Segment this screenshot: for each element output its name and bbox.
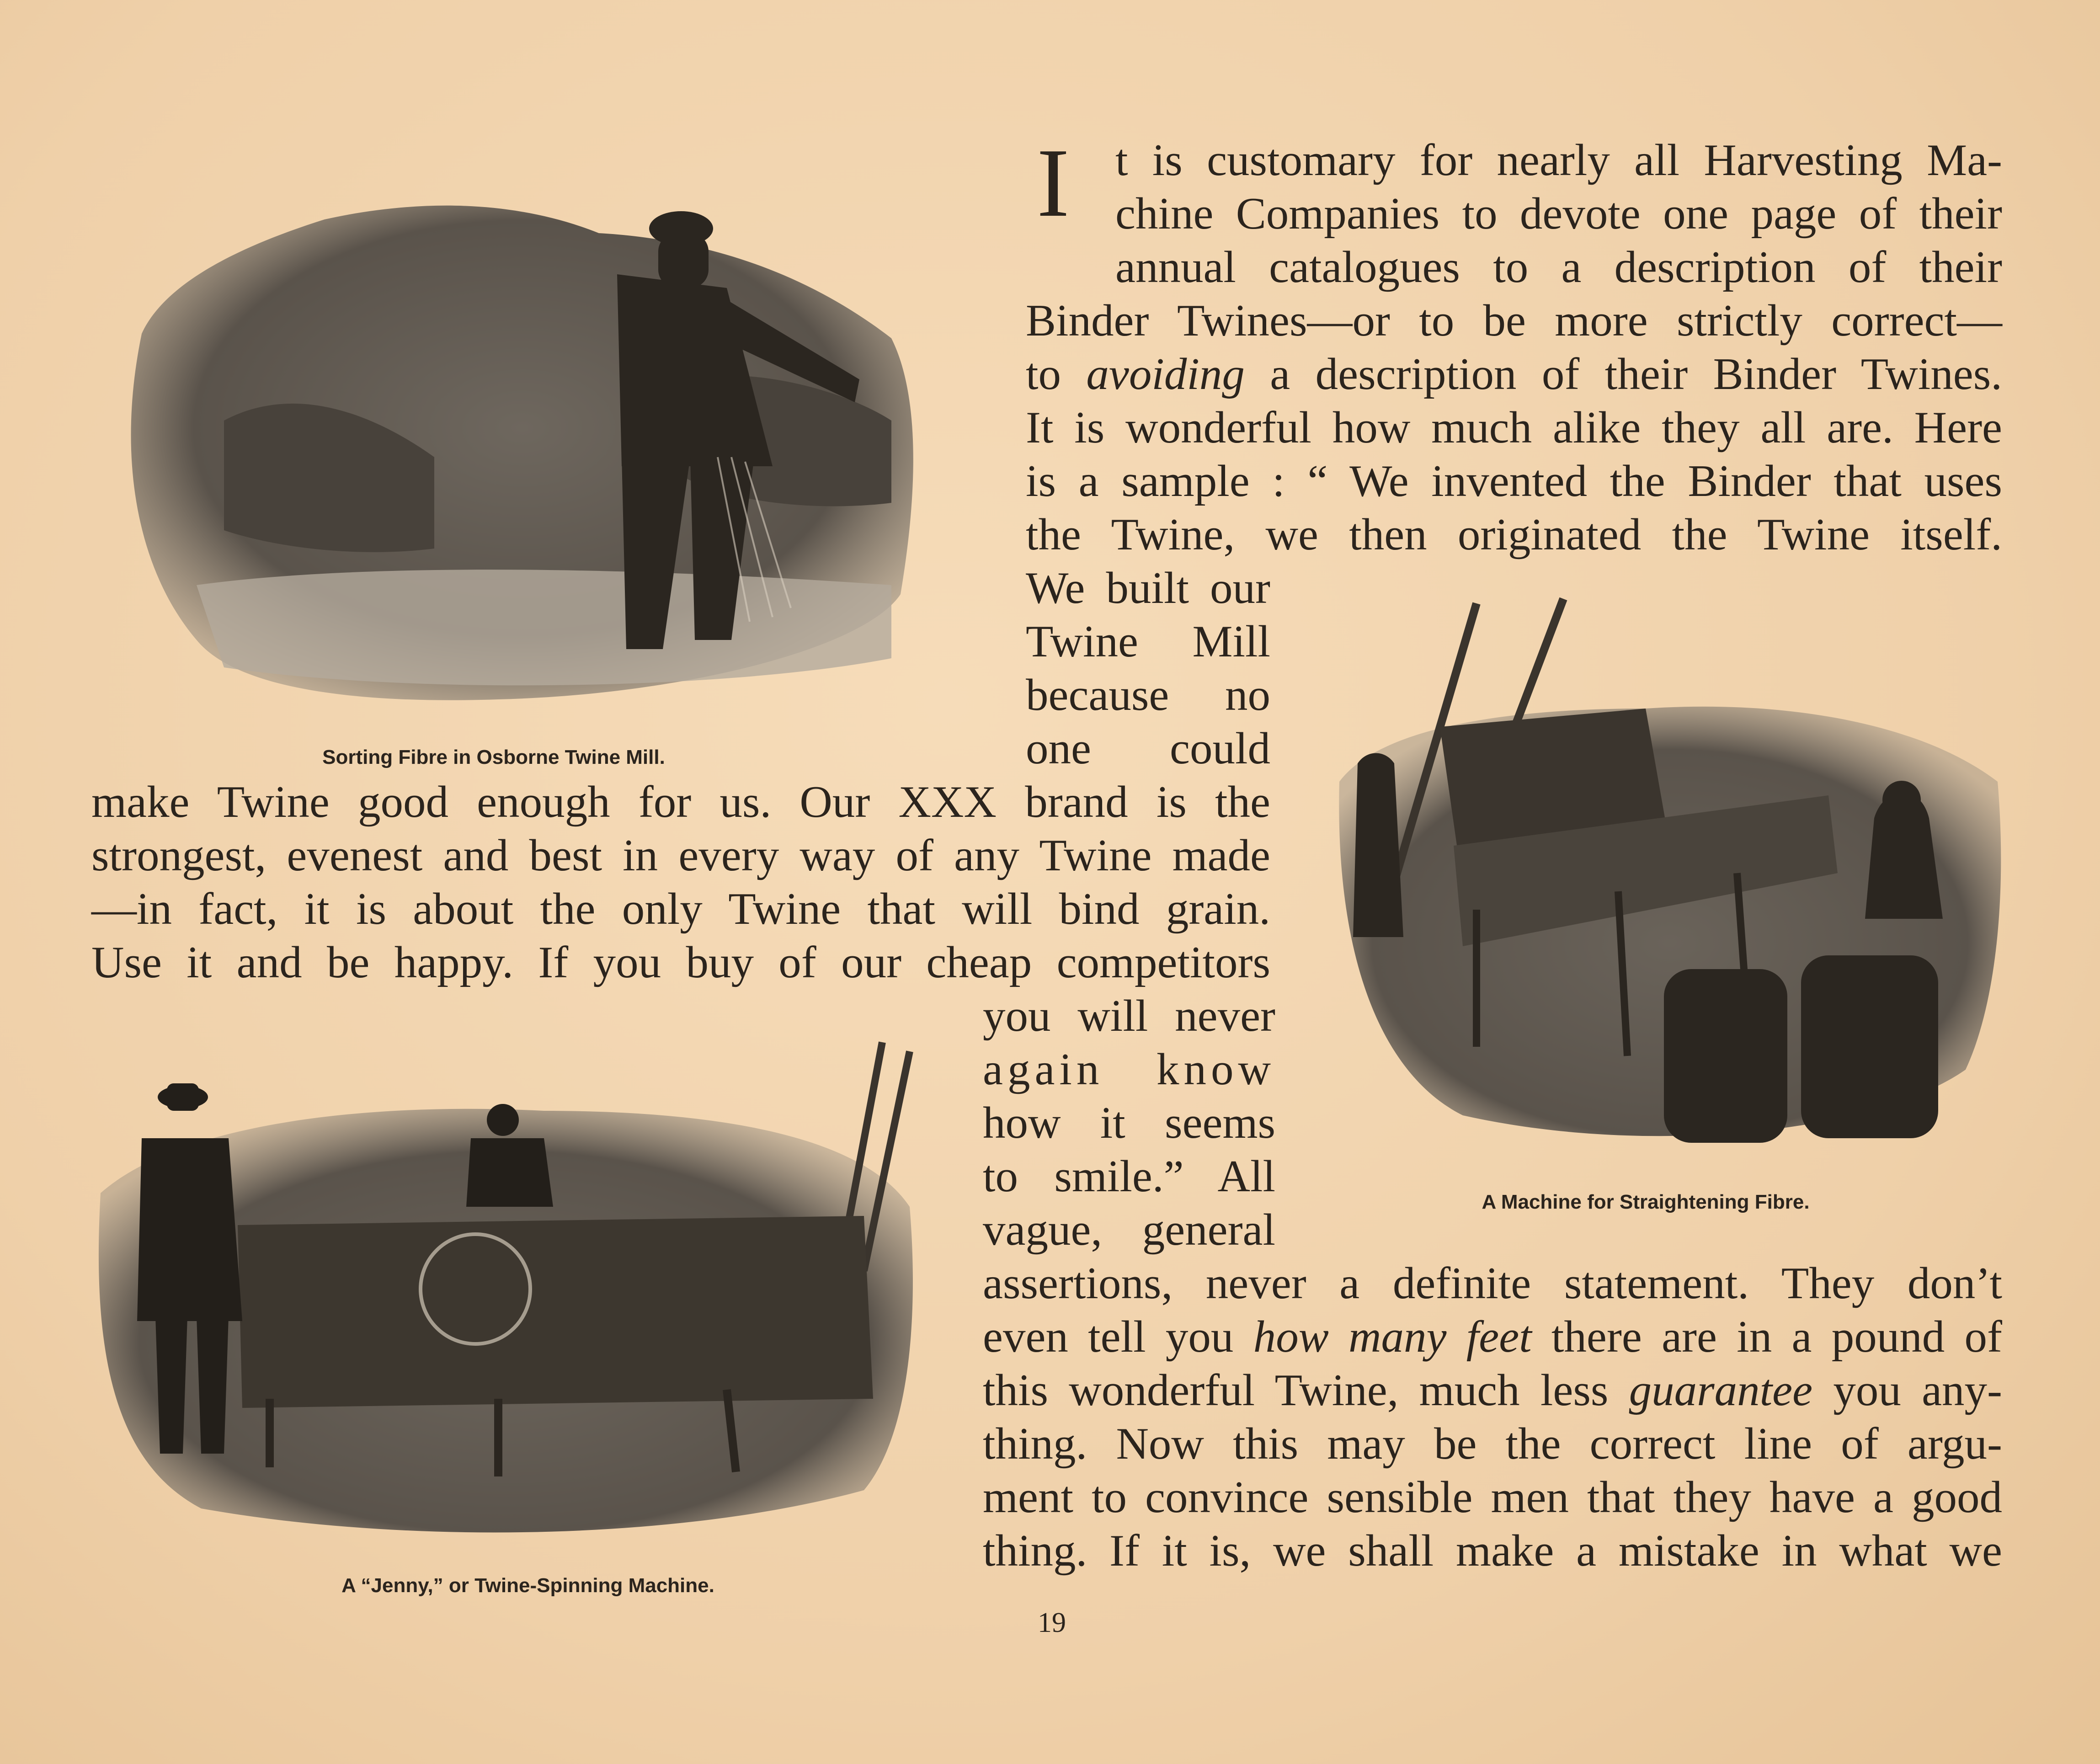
paragraph-line: Twine Mill [1026, 617, 1270, 666]
paragraph-line: to smile.” All [983, 1151, 1275, 1201]
paragraph-line: thing. Now this may be the correct line of argu- [983, 1419, 2002, 1469]
paragraph-line: annual catalogues to a description of their [1115, 242, 2002, 292]
paragraph-line: you will never [983, 991, 1275, 1041]
paragraph-line: It is wonderful how much alike they all are. Here [1026, 403, 2002, 453]
paragraph-line: vague, general [983, 1205, 1275, 1255]
paragraph-line: even tell you how many feet there are in a pound of [983, 1312, 2002, 1362]
paragraph-line: this wonderful Twine, much less guarantee you any- [983, 1365, 2002, 1415]
paragraph-line: ment to convince sensible men that they have a good [983, 1472, 2002, 1522]
caption-sorting-fibre: Sorting Fibre in Osborne Twine Mill. [322, 746, 665, 768]
paragraph-line: is a sample : “ We invented the Binder that uses [1026, 456, 2002, 506]
paragraph-line: chine Companies to devote one page of their [1115, 189, 2002, 239]
drop-cap: I [1037, 128, 1070, 237]
paragraph-line: again know [983, 1045, 1275, 1094]
paragraph-line: t is customary for nearly all Harvesting Ma- [1115, 135, 2002, 185]
paragraph-line: Binder Twines—or to be more strictly correct— [1026, 296, 2002, 346]
paragraph-line: strongest, evenest and best in every way of any Twine made [91, 831, 1270, 880]
paragraph-line: We built our [1026, 563, 1270, 613]
paragraph-line: thing. If it is, we shall make a mistake in what we [983, 1526, 2002, 1576]
paragraph-line: one could [1026, 724, 1270, 773]
page-number: 19 [1038, 1607, 1066, 1638]
paragraph-line: make Twine good enough for us. Our XXX brand is the [91, 777, 1270, 827]
paragraph-line: Use it and be happy. If you buy of our cheap competitors [91, 938, 1270, 987]
paragraph-line: because no [1026, 670, 1270, 720]
paragraph-line: —in fact, it is about the only Twine that will bind grain. [91, 884, 1270, 934]
jenny-machine-illustration [87, 1033, 955, 1554]
caption-jenny-machine: A “Jenny,” or Twine-Spinning Machine. [341, 1574, 714, 1597]
paragraph-line: how it seems [983, 1098, 1275, 1148]
paragraph-line: the Twine, we then originated the Twine itself. [1026, 510, 2002, 560]
straightening-machine-illustration [1326, 590, 2011, 1161]
paragraph-line: to avoiding a description of their Binder Twines. [1026, 349, 2002, 399]
paragraph-line: assertions, never a definite statement. They don’t [983, 1258, 2002, 1308]
sorting-fibre-illustration [87, 183, 955, 713]
caption-straightening-machine: A Machine for Straightening Fibre. [1482, 1191, 1810, 1213]
